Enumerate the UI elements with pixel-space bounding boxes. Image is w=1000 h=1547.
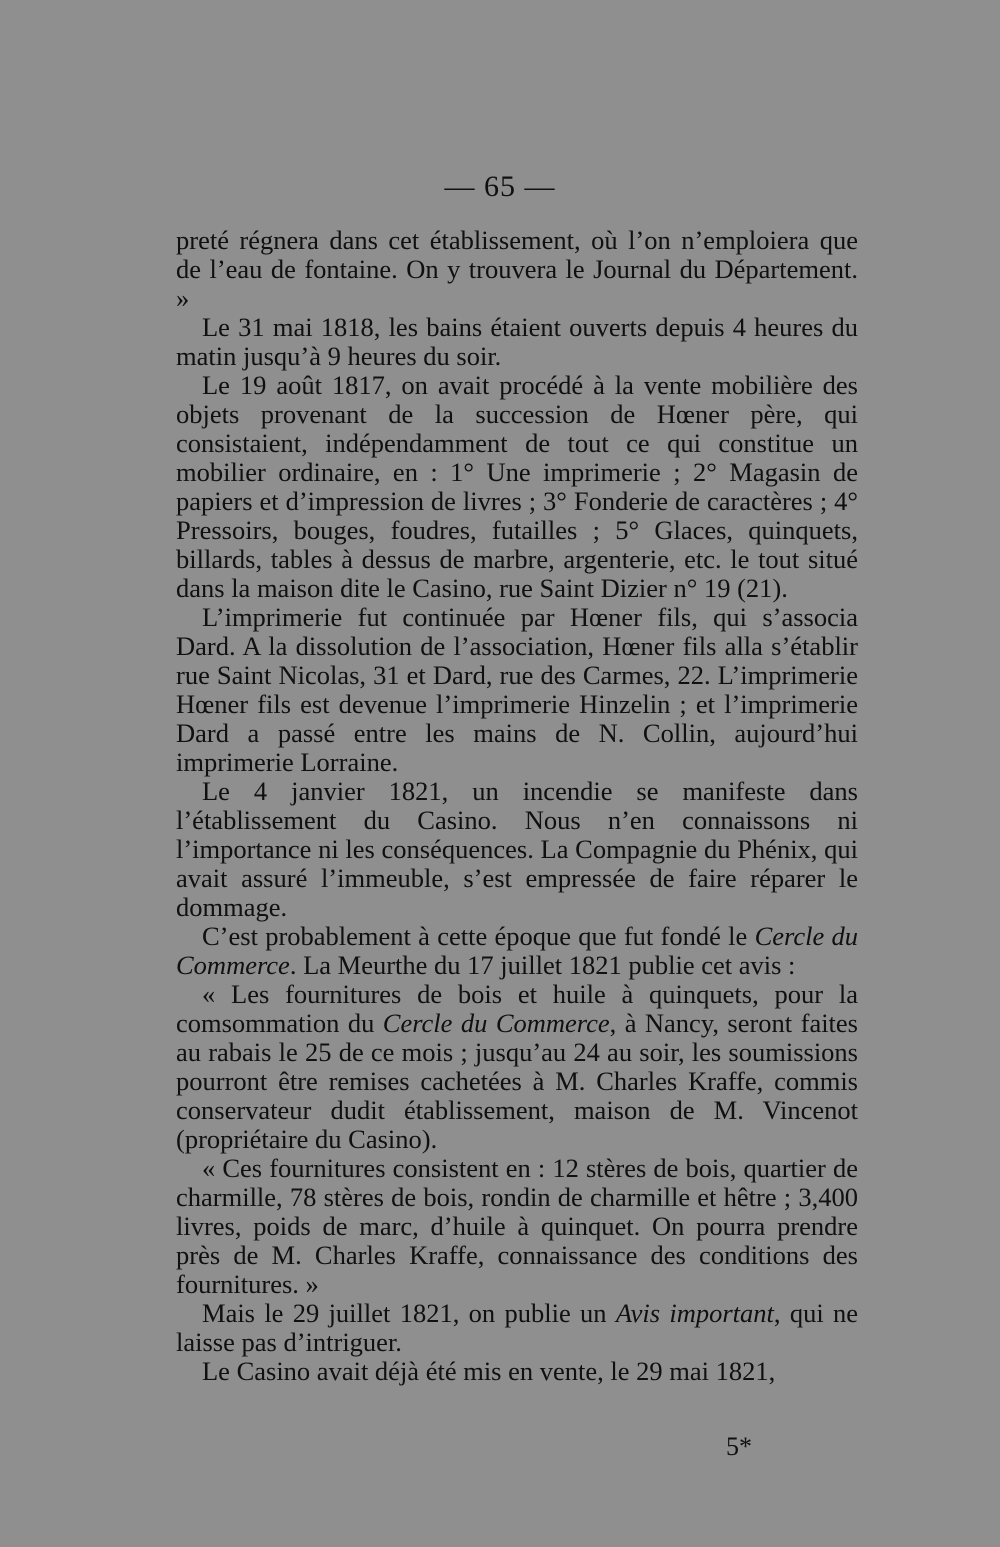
- paragraph: [176, 313, 858, 371]
- paragraph: [176, 777, 858, 922]
- paragraph: [176, 1357, 858, 1386]
- page-number: — 65 —: [444, 170, 556, 203]
- paragraph: [176, 922, 858, 980]
- paragraph: [176, 1154, 858, 1299]
- italic-title: Cercle du Commerce: [176, 921, 859, 980]
- text-run: , à Nancy, seront faites au rabais le 25 de ce mois ; jusqu’au 24 au soir, les soumissions pourront être remises cachetées à M. Charles Kraffe, commis conservateur dudit établissement, maison de M. Vincenot (propriétaire du Casino).: [176, 1008, 858, 1154]
- body-text: [176, 226, 858, 1386]
- text-run: Le 19 août 1817, on avait procédé à la vente mobilière des objets provenant de la succession de Hœner père, qui consistaient, indépendamment de tout ce qui constitue un mobilier ordinaire, en : 1° Une imprimerie ; 2° Magasin de papiers et d’impression de livres ; 3° Fonderie de caractères ; 4° Pressoirs, bouges, foudres, futailles ; 5° Glaces, quinquets, billards, tables à dessus de marbre, argenterie, etc. le tout situé dans la maison dite le Casino, rue Saint Dizier n° 19 (21).: [176, 370, 858, 603]
- paragraph: [176, 603, 858, 777]
- text-run: . La Meurthe du 17 juillet 1821 publie cet avis :: [289, 950, 796, 980]
- signature-mark: 5*: [726, 1432, 752, 1461]
- italic-title: Avis important: [615, 1298, 774, 1328]
- text-run: preté régnera dans cet établissement, où l’on n’emploiera que de l’eau de fontaine. On y trouvera le Journal du Département. »: [176, 225, 858, 313]
- italic-title: Cercle du Commerce: [382, 1008, 610, 1038]
- paragraph: [176, 226, 858, 313]
- text-run: , qui ne laisse pas d’intriguer.: [176, 1298, 859, 1357]
- text-run: Le Casino avait déjà été mis en vente, le 29 mai 1821,: [202, 1356, 776, 1386]
- paragraph: [176, 371, 858, 603]
- text-run: C’est probablement à cette époque que fut fondé le: [202, 921, 755, 951]
- paragraph: [176, 980, 858, 1154]
- text-run: Le 4 janvier 1821, un incendie se manifeste dans l’établissement du Casino. Nous n’en connaissons ni l’importance ni les conséquences. La Compagnie du Phénix, qui avait assuré l’immeuble, s’est empressée de faire réparer le dommage.: [176, 776, 858, 922]
- text-run: « Les fournitures de bois et huile à quinquets, pour la comsommation du: [176, 979, 858, 1038]
- text-run: L’imprimerie fut continuée par Hœner fils, qui s’associa Dard. A la dissolution de l’association, Hœner fils alla s’établir rue Saint Nicolas, 31 et Dard, rue des Carmes, 22. L’imprimerie Hœner fils est devenue l’imprimerie Hinzelin ; et l’imprimerie Dard a passé entre les mains de N. Collin, aujourd’hui imprimerie Lorraine.: [176, 602, 858, 777]
- text-run: Mais le 29 juillet 1821, on publie un: [202, 1298, 616, 1328]
- paragraph: [176, 1299, 858, 1357]
- text-run: Le 31 mai 1818, les bains étaient ouverts depuis 4 heures du matin jusqu’à 9 heures du soir.: [176, 312, 858, 371]
- text-run: « Ces fournitures consistent en : 12 stères de bois, quartier de charmille, 78 stères de bois, rondin de charmille et hêtre ; 3,400 livres, poids de marc, d’huile à quinquet. On pourra prendre près de M. Charles Kraffe, connaissance des conditions des fournitures. »: [176, 1153, 858, 1299]
